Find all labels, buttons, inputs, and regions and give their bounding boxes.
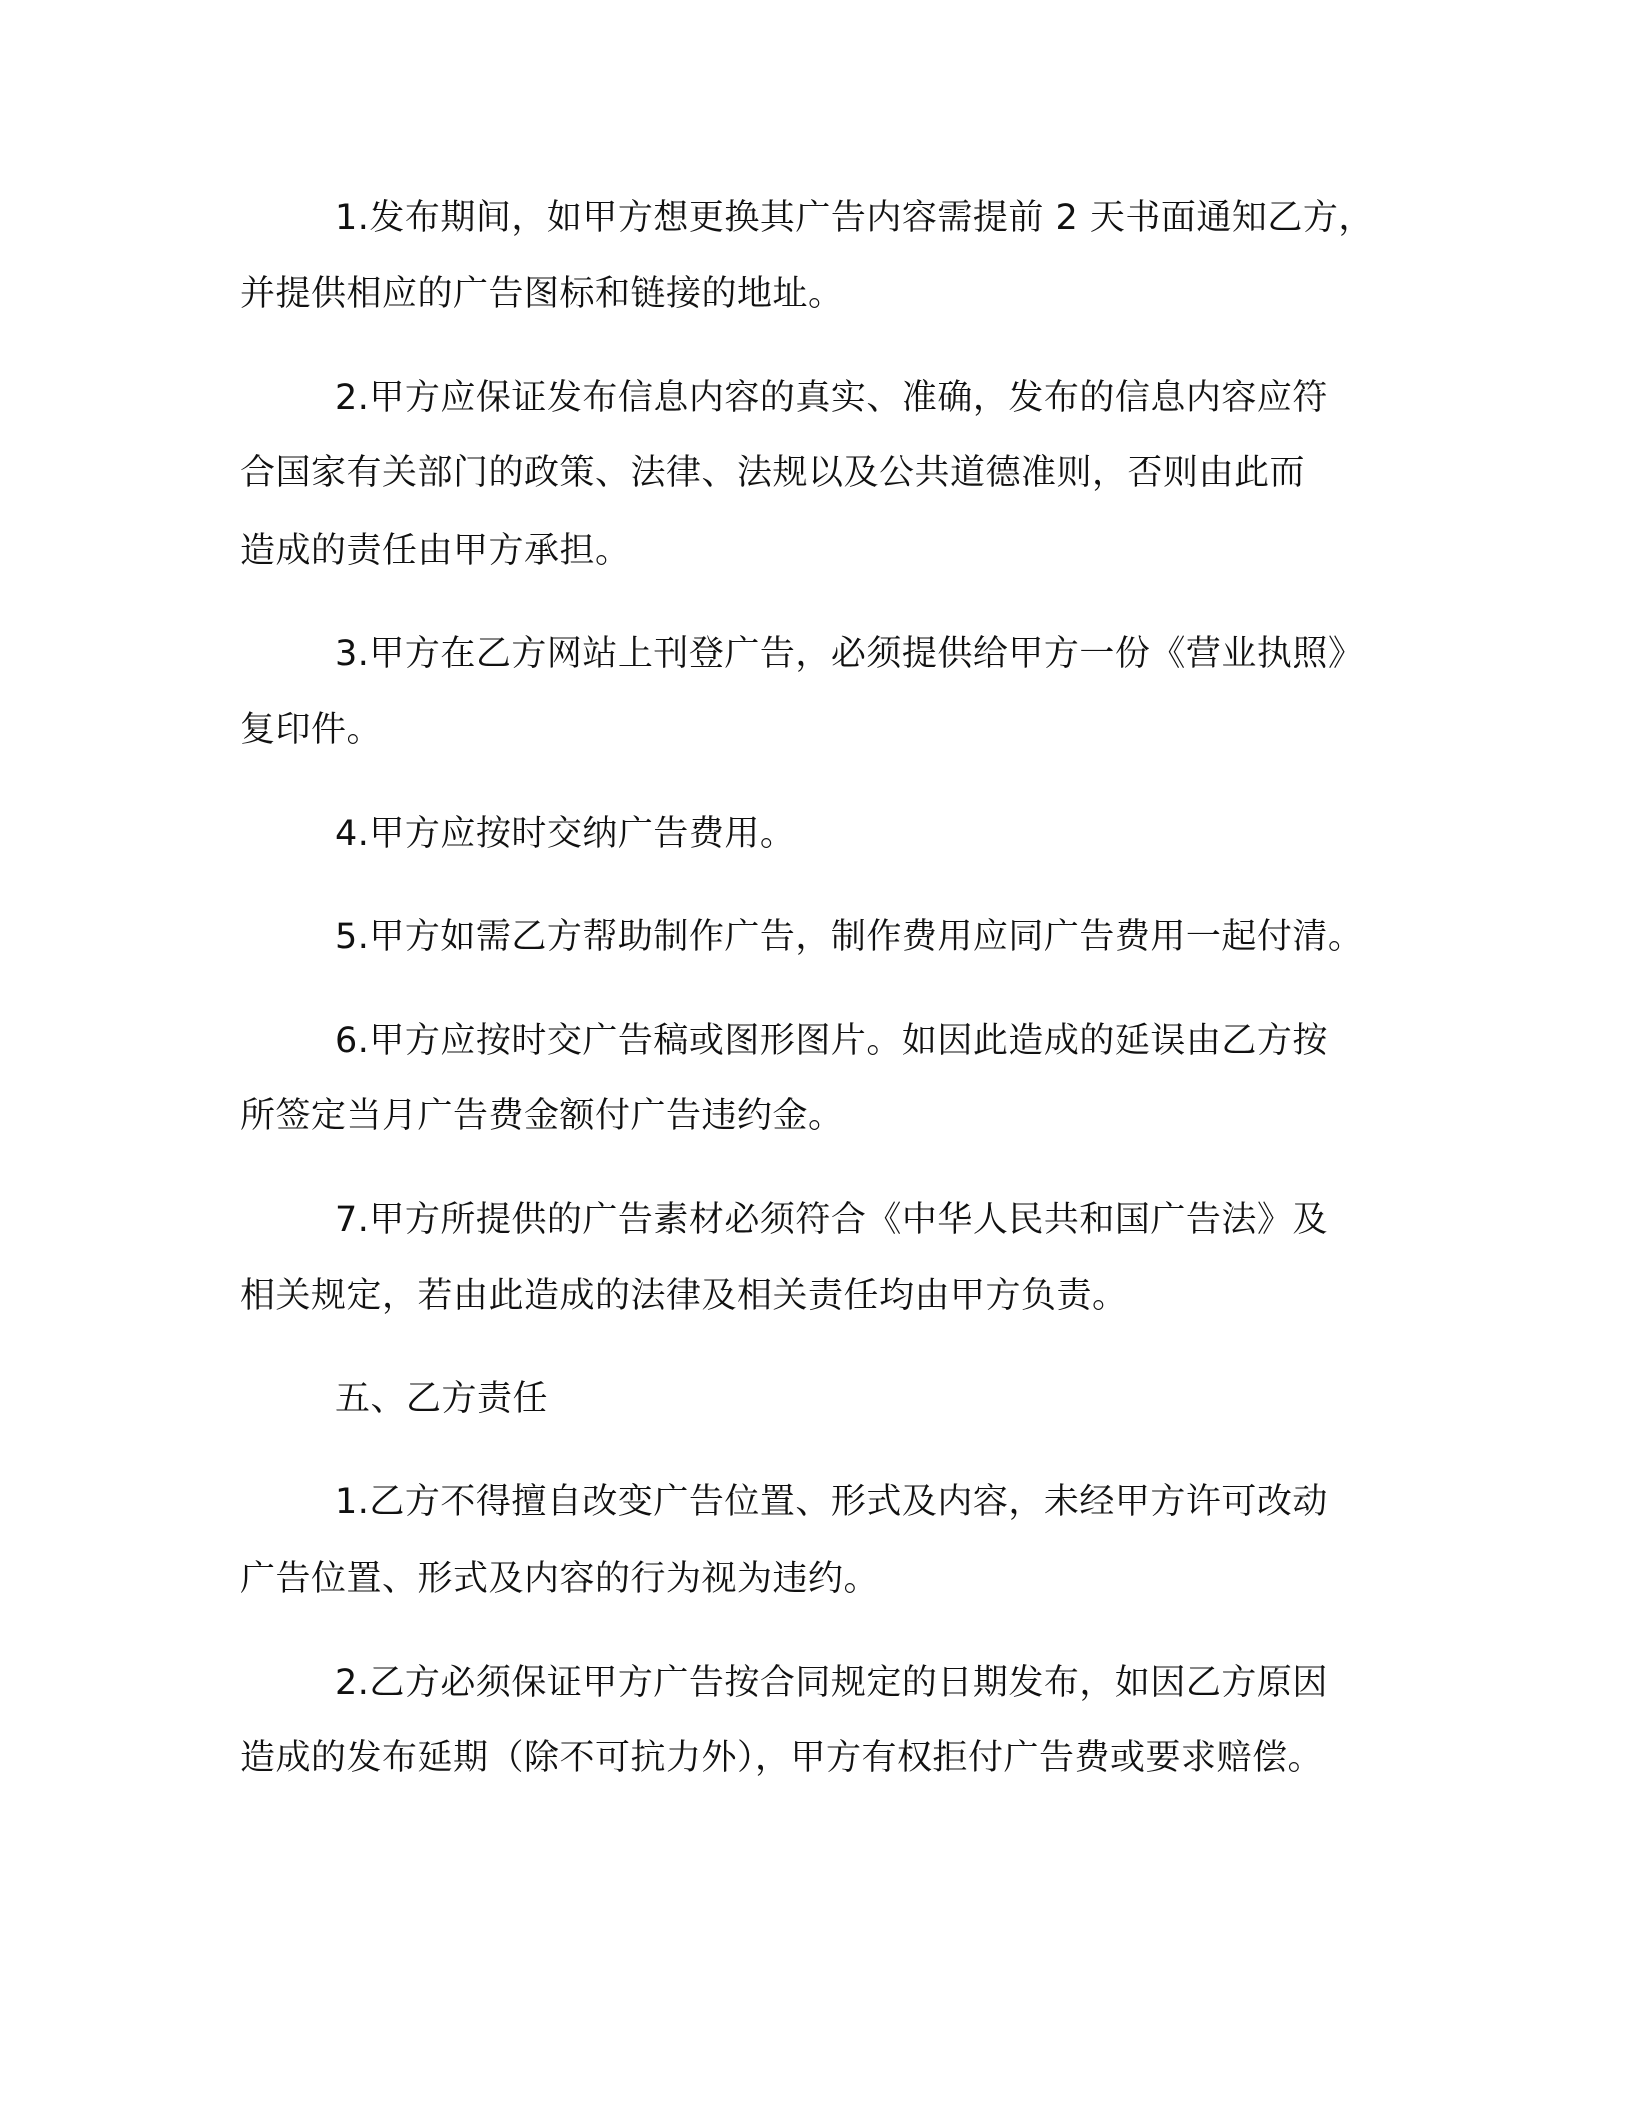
paragraph-7-line-1: 7.甲方所提供的广告素材必须符合《中华人民共和国广告法》及: [335, 1200, 1328, 1240]
paragraph-1-line-1: 1.发布期间，如甲方想更换其广告内容需提前 2 天书面通知乙方，: [335, 198, 1374, 238]
paragraph-1-line-2: 并提供相应的广告图标和链接的地址。: [240, 274, 844, 314]
paragraph-8-line-2: 广告位置、形式及内容的行为视为违约。: [240, 1559, 880, 1599]
paragraph-3-line-2: 复印件。: [240, 710, 383, 750]
paragraph-2-line-3: 造成的责任由甲方承担。: [240, 531, 631, 571]
paragraph-9-line-1: 2.乙方必须保证甲方广告按合同规定的日期发布，如因乙方原因: [335, 1663, 1328, 1703]
paragraph-9-line-2: 造成的发布延期（除不可抗力外），甲方有权拒付广告费或要求赔偿。: [240, 1738, 1324, 1778]
paragraph-8-line-1: 1.乙方不得擅自改变广告位置、形式及内容，未经甲方许可改动: [335, 1482, 1328, 1522]
paragraph-4-line-1: 4.甲方应按时交纳广告费用。: [335, 814, 796, 854]
paragraph-7-line-2: 相关规定，若由此造成的法律及相关责任均由甲方负责。: [240, 1276, 1128, 1316]
section-heading-party-b: 五、乙方责任: [335, 1379, 549, 1419]
paragraph-2-line-2: 合国家有关部门的政策、法律、法规以及公共道德准则，否则由此而: [240, 453, 1306, 493]
paragraph-6-line-2: 所签定当月广告费金额付广告违约金。: [240, 1096, 844, 1136]
paragraph-6-line-1: 6.甲方应按时交广告稿或图形图片。如因此造成的延误由乙方按: [335, 1021, 1328, 1061]
paragraph-2-line-1: 2.甲方应保证发布信息内容的真实、准确，发布的信息内容应符: [335, 378, 1328, 418]
paragraph-3-line-1: 3.甲方在乙方网站上刊登广告，必须提供给甲方一份《营业执照》: [335, 634, 1364, 674]
paragraph-5-line-1: 5.甲方如需乙方帮助制作广告，制作费用应同广告费用一起付清。: [335, 917, 1364, 957]
